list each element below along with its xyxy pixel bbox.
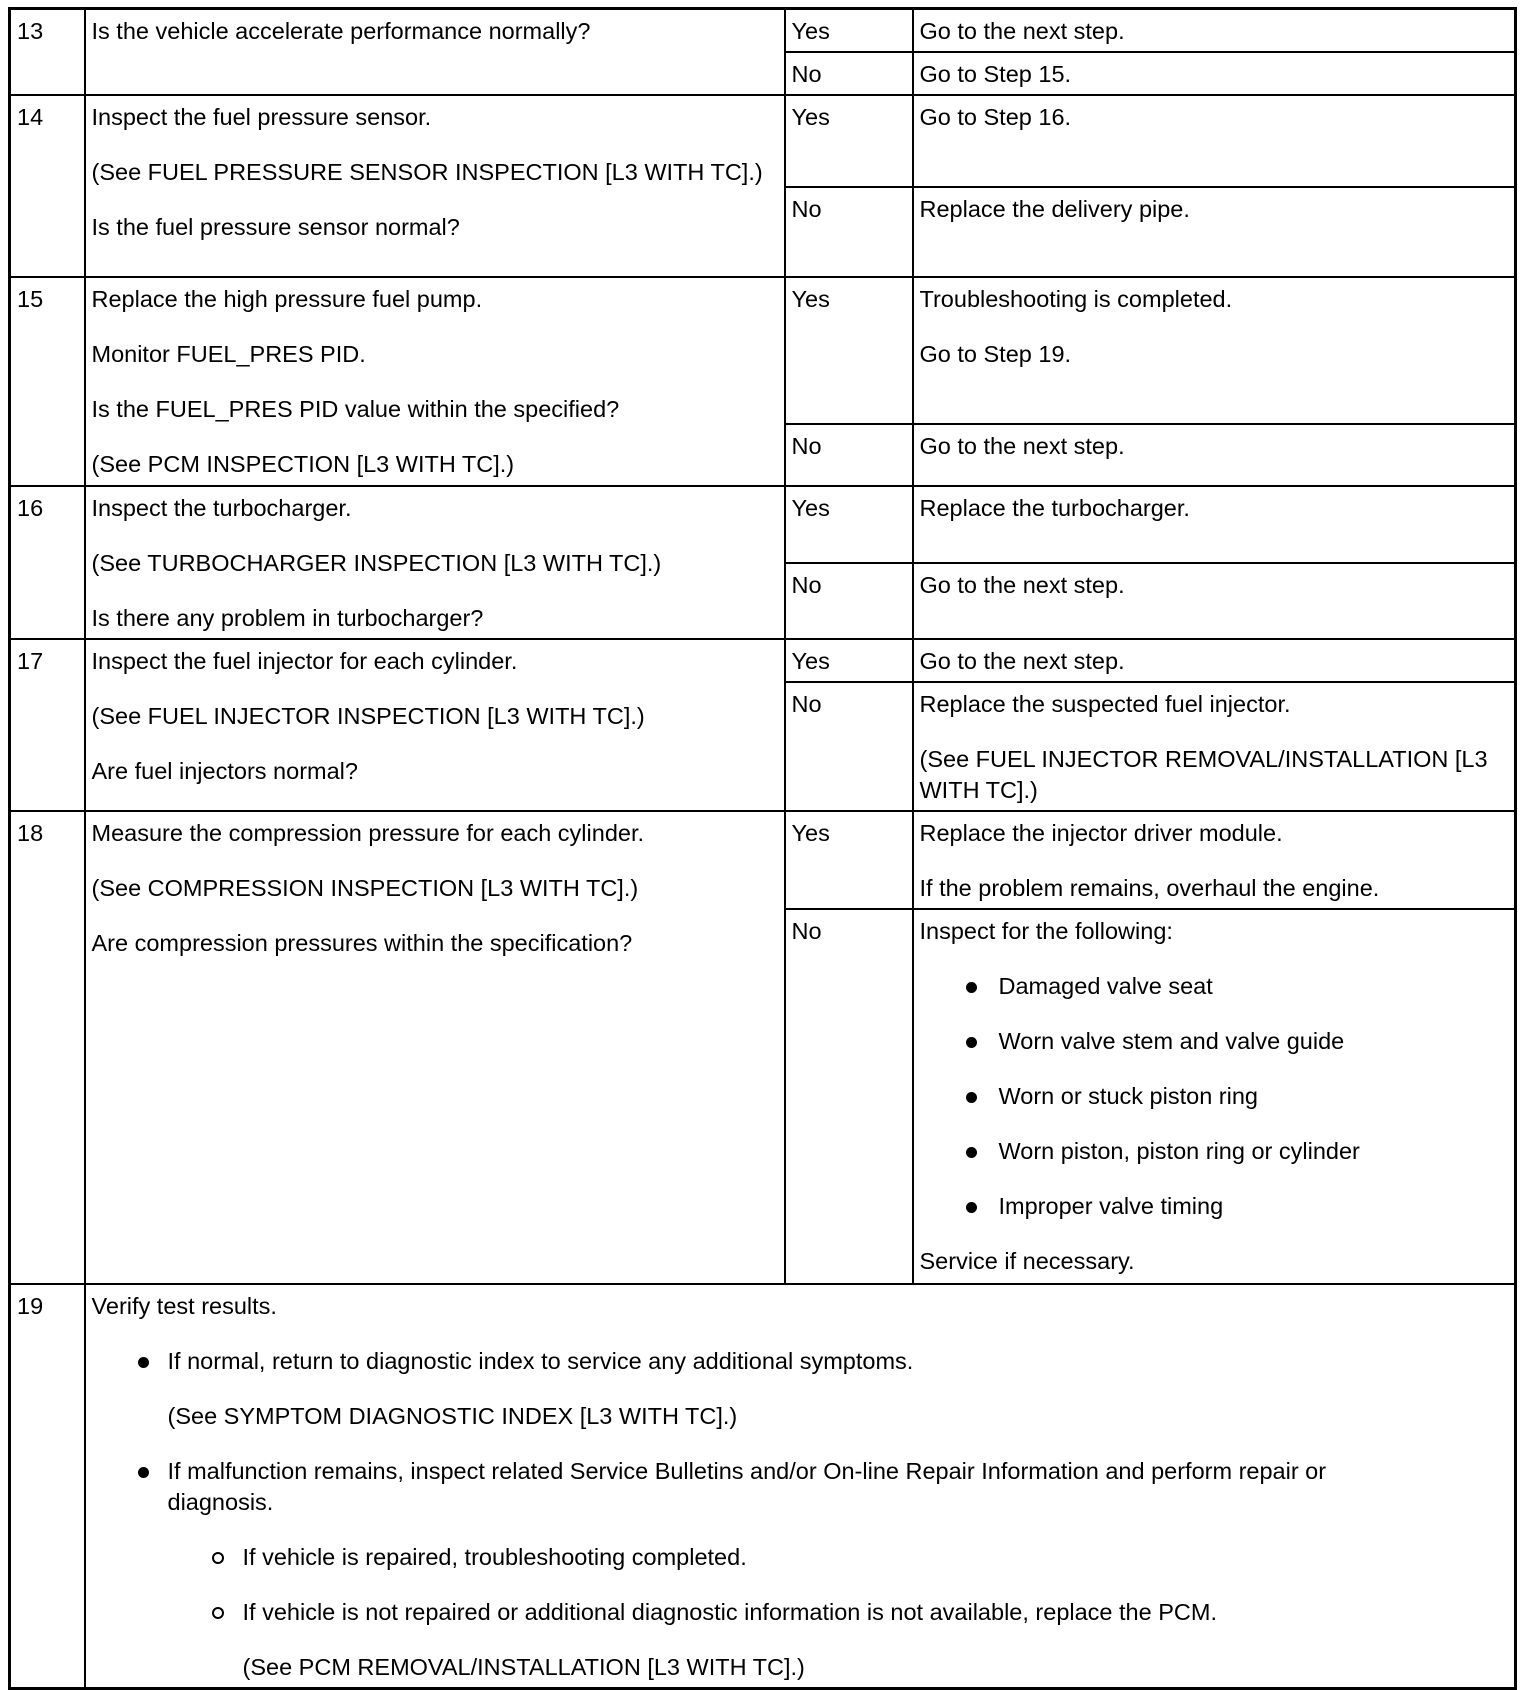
- sub-list-item: [212, 1597, 1509, 1628]
- step-number: 15: [10, 277, 85, 486]
- action-text: Inspect the fuel pressure sensor.: [91, 104, 432, 130]
- yes-action: [913, 811, 1516, 909]
- reference-text: (See FUEL PRESSURE SENSOR INSPECTION [L3 WITH TC].): [91, 159, 763, 185]
- bullet-icon: [966, 1092, 977, 1103]
- step-number: 16: [10, 486, 85, 639]
- list-item-text: If malfunction remains, inspect related Service Bulletins and/or On-line Repair Information and perform repair or diagnosis.: [167, 1458, 1327, 1515]
- list-item: [966, 1136, 1509, 1167]
- bullet-icon: [966, 1037, 977, 1048]
- table-row: [10, 639, 1516, 682]
- yes-label: Yes: [785, 486, 913, 563]
- bullet-icon: [966, 1202, 977, 1213]
- step-action: [85, 486, 785, 639]
- action-text: If the problem remains, overhaul the engine.: [919, 875, 1380, 901]
- step-number: 18: [10, 811, 85, 1284]
- yes-label: Yes: [785, 95, 913, 187]
- list-item-text: Worn valve stem and valve guide: [998, 1028, 1345, 1054]
- yes-action: [913, 95, 1516, 187]
- table-row: [10, 811, 1516, 909]
- no-label: No: [785, 424, 913, 486]
- no-action: [913, 682, 1516, 811]
- sub-list-item: [212, 1542, 1509, 1573]
- no-label: No: [785, 909, 913, 1284]
- diagnostic-table: [8, 7, 1517, 1690]
- no-label: No: [785, 52, 913, 95]
- no-label: No: [785, 187, 913, 277]
- list-item-text: Worn piston, piston ring or cylinder: [998, 1138, 1360, 1164]
- question-text: Is the fuel pressure sensor normal?: [91, 214, 460, 240]
- action-text: Go to the next step.: [919, 571, 1125, 598]
- no-label: No: [785, 682, 913, 811]
- question-text: Is the FUEL_PRES PID value within the specified?: [91, 396, 620, 422]
- yes-label: Yes: [785, 277, 913, 424]
- reference-text: (See FUEL INJECTOR REMOVAL/INSTALLATION [L3 WITH TC].): [919, 746, 1488, 803]
- step-action: [85, 1284, 1516, 1689]
- list-item-text: Worn or stuck piston ring: [998, 1083, 1258, 1109]
- yes-action: [913, 639, 1516, 682]
- bullet-icon: [966, 982, 977, 993]
- list-item: [966, 1026, 1509, 1057]
- reference-text: (See SYMPTOM DIAGNOSTIC INDEX [L3 WITH TC].): [167, 1403, 738, 1429]
- table-row: [10, 95, 1516, 187]
- action-text: Inspect the turbocharger.: [91, 495, 352, 521]
- table-row: [10, 9, 1516, 53]
- no-label: No: [785, 563, 913, 640]
- list-item: [138, 1456, 1509, 1518]
- action-text: Replace the high pressure fuel pump.: [91, 286, 483, 312]
- step-number: 13: [10, 9, 85, 96]
- action-text: Service if necessary.: [919, 1248, 1135, 1274]
- step-action: [85, 9, 785, 96]
- list-item: [966, 971, 1509, 1002]
- bullet-icon: [138, 1467, 149, 1478]
- action-text: Troubleshooting is completed.: [919, 286, 1233, 312]
- action-text: Inspect the fuel injector for each cylinder.: [91, 648, 518, 674]
- list-item-text: If normal, return to diagnostic index to service any additional symptoms.: [167, 1348, 914, 1374]
- table-row: [10, 277, 1516, 424]
- bullet-icon: [966, 1147, 977, 1158]
- action-text: Go to Step 16.: [919, 104, 1072, 130]
- list-item-text: If vehicle is not repaired or additional diagnostic information is not available, replace the PCM.: [242, 1599, 1217, 1625]
- step-action: [85, 95, 785, 277]
- action-text: Inspect for the following:: [919, 918, 1173, 944]
- action-text: Go to the next step.: [919, 648, 1125, 674]
- step-action: [85, 277, 785, 486]
- no-action: [913, 52, 1516, 95]
- step-action: [85, 639, 785, 811]
- question-text: Are fuel injectors normal?: [91, 758, 358, 784]
- no-action: [913, 187, 1516, 277]
- list-item-text: If vehicle is repaired, troubleshooting completed.: [242, 1544, 747, 1570]
- question-text: Is there any problem in turbocharger?: [91, 605, 484, 631]
- action-text: Replace the turbocharger.: [919, 495, 1190, 521]
- step-number: 17: [10, 639, 85, 811]
- list-item-text: Improper valve timing: [998, 1193, 1224, 1219]
- bullet-icon: [138, 1357, 149, 1368]
- step-number: 14: [10, 95, 85, 277]
- action-text: Go to Step 19.: [919, 341, 1072, 367]
- circle-bullet-icon: [212, 1607, 224, 1619]
- table-row: [10, 1284, 1516, 1689]
- yes-label: Yes: [785, 811, 913, 909]
- list-item: [138, 1346, 1509, 1377]
- reference-text: (See FUEL INJECTOR INSPECTION [L3 WITH TC].): [91, 703, 645, 729]
- no-action: [913, 563, 1516, 640]
- yes-action: [913, 9, 1516, 53]
- step-number: 19: [10, 1284, 85, 1689]
- action-text: Measure the compression pressure for each cylinder.: [91, 820, 645, 846]
- diagnostic-table-container: [8, 7, 1514, 1690]
- reference-text: (See TURBOCHARGER INSPECTION [L3 WITH TC].): [91, 550, 662, 576]
- step-action: [85, 811, 785, 1284]
- reference-text: (See PCM INSPECTION [L3 WITH TC].): [91, 451, 515, 477]
- action-text: Is the vehicle accelerate performance normally?: [91, 18, 591, 44]
- reference-text: (See PCM REMOVAL/INSTALLATION [L3 WITH TC].): [242, 1654, 805, 1680]
- no-action: [913, 909, 1516, 1284]
- action-text: Verify test results.: [91, 1293, 277, 1319]
- circle-bullet-icon: [212, 1552, 224, 1564]
- action-text: Replace the suspected fuel injector.: [919, 691, 1291, 717]
- action-text: Go to the next step.: [919, 18, 1125, 44]
- list-item: [966, 1081, 1509, 1112]
- action-text: Replace the injector driver module.: [919, 820, 1283, 846]
- table-row: [10, 486, 1516, 563]
- yes-label: Yes: [785, 9, 913, 53]
- yes-action: [913, 277, 1516, 424]
- action-text: Go to the next step.: [919, 433, 1125, 459]
- list-item: [966, 1191, 1509, 1222]
- action-text: Monitor FUEL_PRES PID.: [91, 341, 366, 367]
- action-text: Go to Step 15.: [919, 61, 1072, 87]
- question-text: Are compression pressures within the specification?: [91, 930, 633, 956]
- no-action: [913, 424, 1516, 486]
- yes-action: [913, 486, 1516, 563]
- list-item-text: Damaged valve seat: [998, 973, 1213, 999]
- yes-label: Yes: [785, 639, 913, 682]
- reference-text: (See COMPRESSION INSPECTION [L3 WITH TC].): [91, 875, 639, 901]
- action-text: Replace the delivery pipe.: [919, 196, 1190, 222]
